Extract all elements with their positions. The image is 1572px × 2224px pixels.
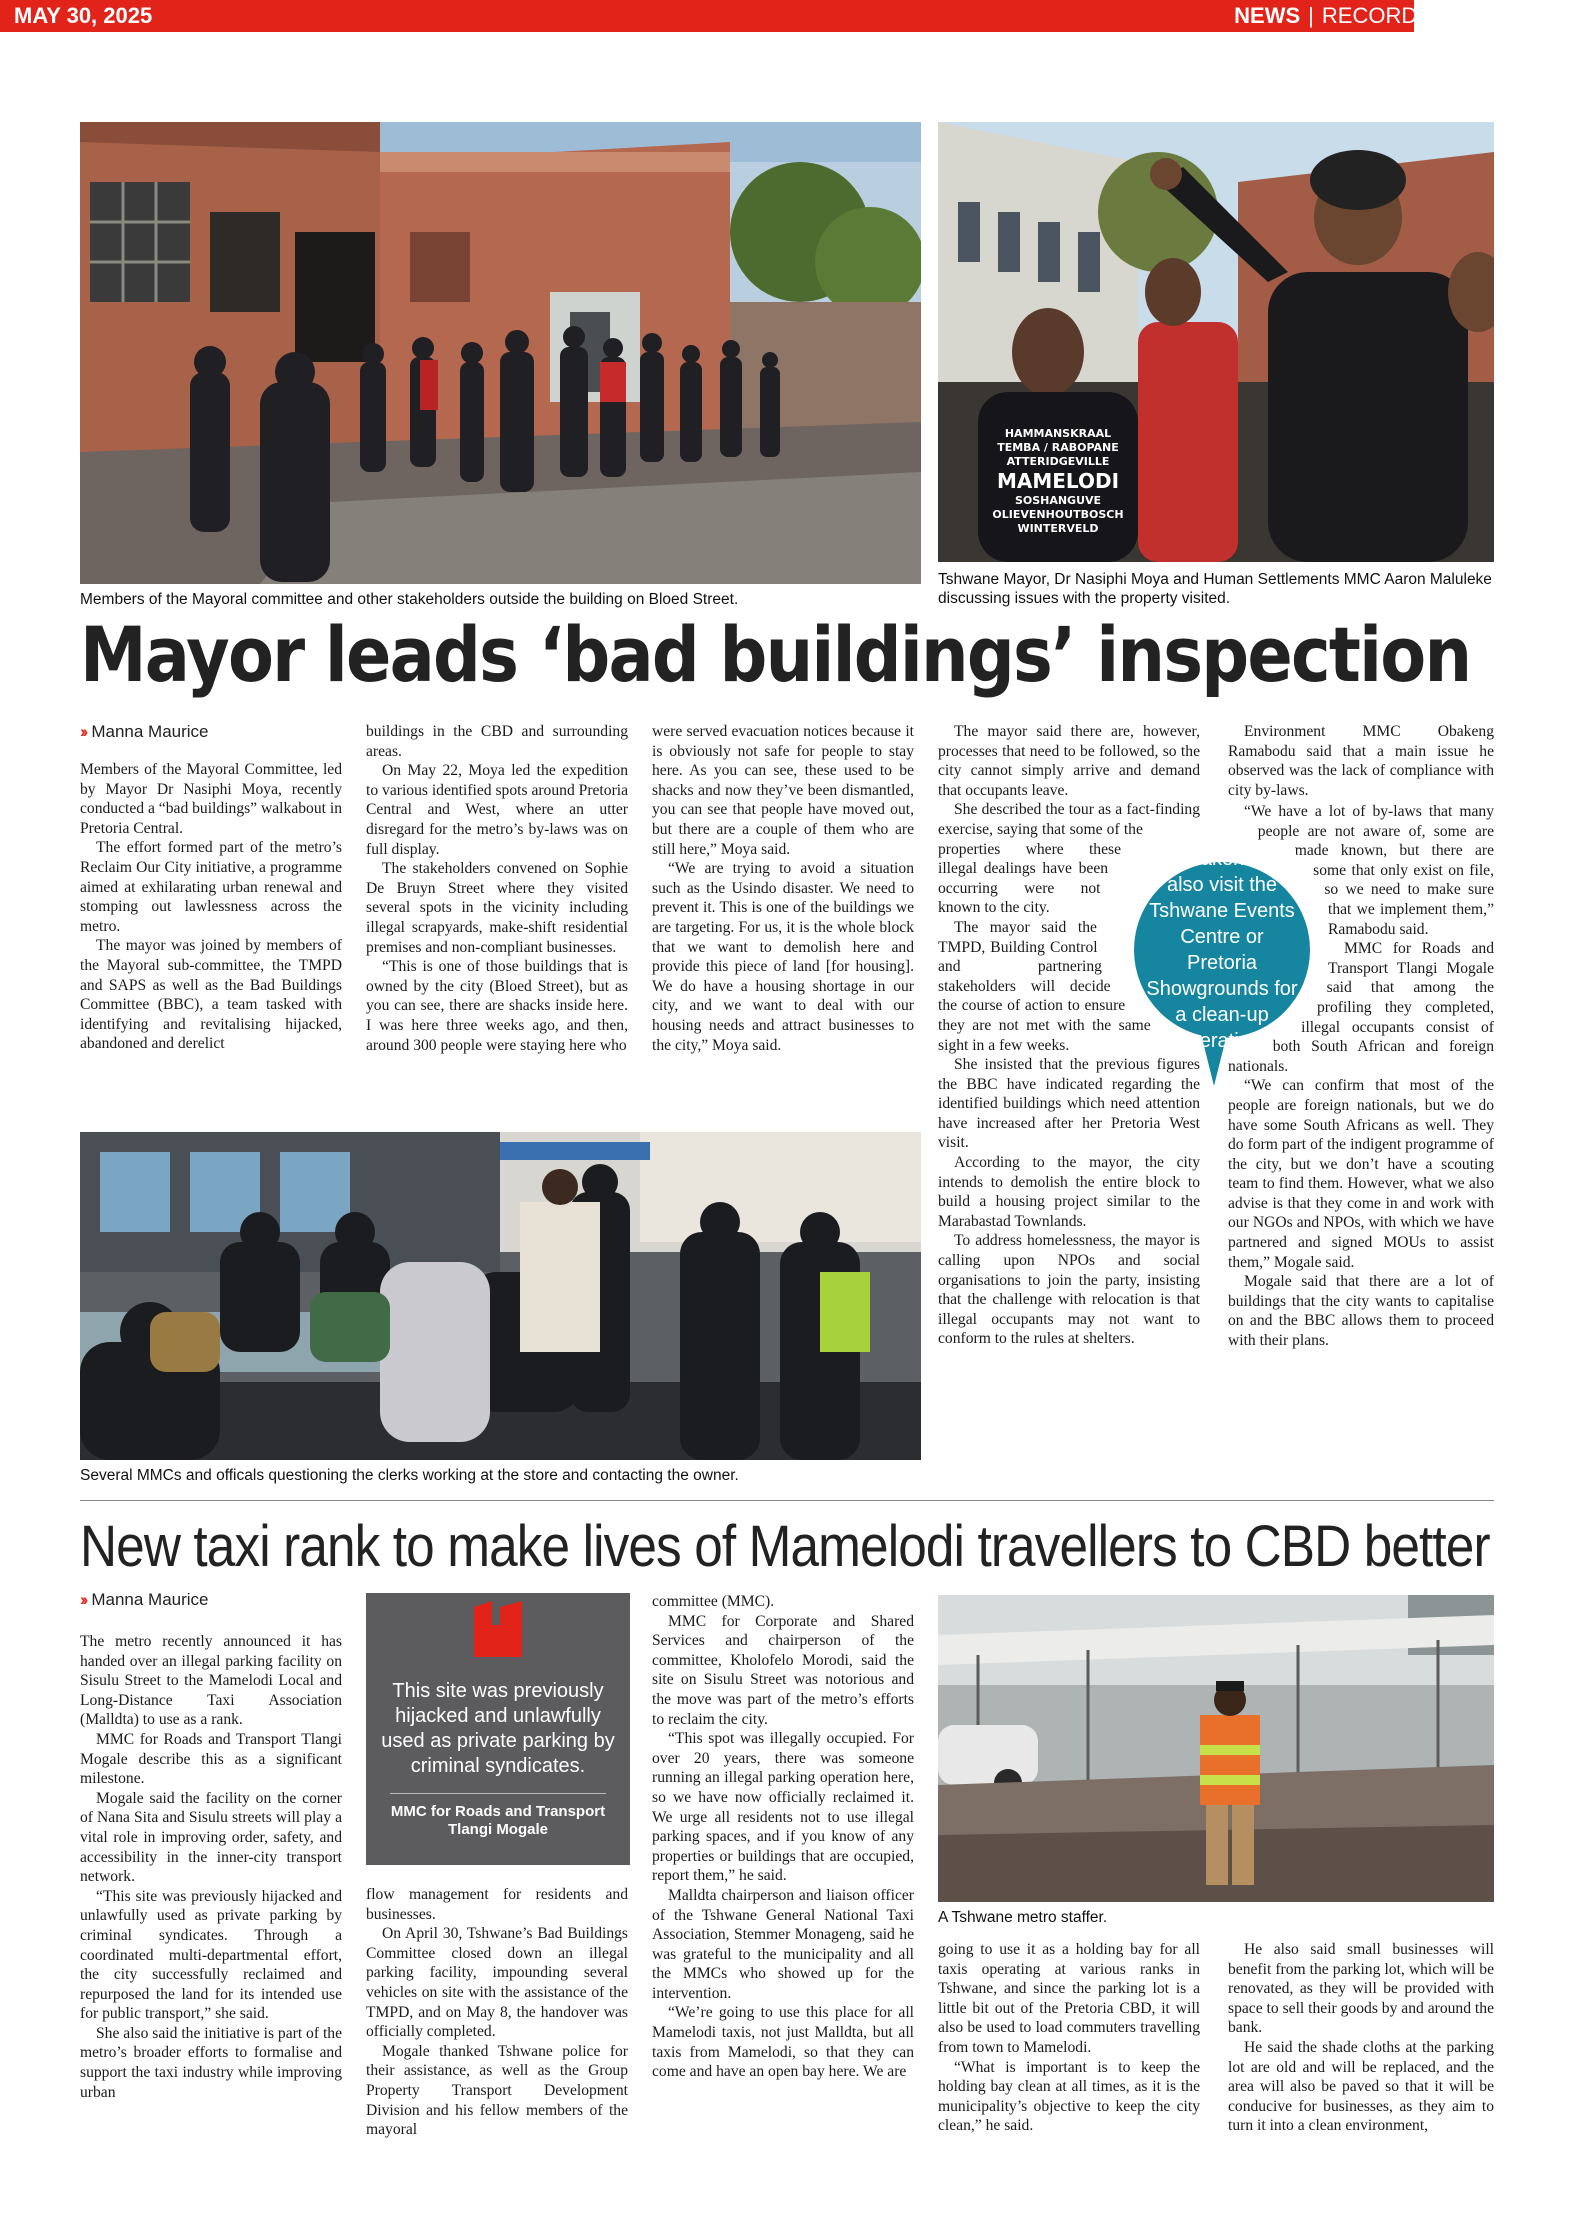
photo4-caption: A Tshwane metro staffer. <box>938 1909 1108 1926</box>
paragraph: Mogale thanked Tshwane police for their assistance, as well as the Group Property Transport Development Division and his fellow members of the mayoral <box>366 2042 628 2139</box>
story1-column-3 <box>652 722 914 1055</box>
publication-name: RECORD CENTRAL <box>1321 3 1527 28</box>
pull-quote-attribution: MMC for Roads and Transport Tlangi Mogale <box>390 1803 606 1838</box>
paragraph: The stakeholders convened on Sophie De Bruyn Street where they visited several spots in the vicinity including illegal scrapyards, make-shift residential premises and non-compliant businesses. <box>366 860 628 956</box>
callout-text: The stakeholders also visit the Tshwane Events Centre or Pretoria Showgrounds for a clean-up operation. <box>1145 848 1299 1052</box>
callout-bubble <box>1134 848 1310 1052</box>
hoodie-text: WINTERVELD <box>1017 522 1099 535</box>
section-label-group <box>1234 0 1560 32</box>
story2-column-1 <box>80 1632 342 2102</box>
hoodie-text: SOSHANGUVE <box>1014 494 1102 507</box>
paragraph: Members of the Mayoral Committee, led by Mayor Dr Nasiphi Moya, recently conducted a “bad buildings” walkabout in Pretoria Central. <box>80 761 342 837</box>
separator: | <box>1534 3 1540 28</box>
byline-author: Manna Maurice <box>91 722 209 741</box>
paragraph: MMC for Roads and Transport Tlangi Mogale said that among the profiling they completed, illegal occupants consist of both South African and foreign nationals. <box>1228 940 1494 1075</box>
photo-mayor-and-mmc <box>938 122 1494 562</box>
hoodie-text: ATTERIDGEVILLE <box>1006 455 1110 468</box>
paragraph: MMC for Roads and Transport Tlangi Mogale describe this as a significant milestone. <box>80 1730 342 1788</box>
paragraph: The mayor said there are, however, processes that need to be followed, so the city cannot simply arrive and demand that occupants leave. <box>938 723 1200 799</box>
byline <box>80 722 209 742</box>
paragraph: “This site was previously hijacked and unlawfully used as private parking by criminal syndicates. Through a coordinated multi-departmental effort, the city successfully reclaimed and repurposed the land for its intended use for public transport,” she said. <box>80 1887 342 2023</box>
separator: | <box>1308 3 1314 28</box>
pull-quote-box <box>366 1593 630 1865</box>
paragraph: To address homelessness, the mayor is calling upon NPOs and social organisations to join the party, insisting that the challenge with relocation is that illegal occupants may not want to conform to the rules at shelters. <box>938 1232 1200 1348</box>
paragraph: According to the mayor, the city intends to demolish the entire block to build a housing project similar to the Marabastad Townlands. <box>938 1154 1200 1230</box>
paragraph: “This spot was illegally occupied. For over 20 years, there was someone running an illegal parking operation here, so we have now officially reclaimed it. We urge all residents not to use illegal parking spaces, and if you know of any properties or buildings that are occupied, report them,” he said. <box>652 1730 914 1885</box>
paragraph: The metro recently announced it has handed over an illegal parking facility on Sisulu Street to the Mamelodi Local and Long-Distance Taxi Association (Malldta) to use as a rank. <box>80 1633 342 1729</box>
chevron-icon: ›› <box>80 722 86 741</box>
photo-bloed-street-courtyard <box>80 122 921 584</box>
story2-column-3 <box>652 1592 914 2082</box>
paragraph: The mayor said the TMPD, Building Control and partnering stakeholders will decide the course of action to ensure they are not met with the same sight in a few weeks. <box>938 918 1151 1054</box>
quote-mark-icon <box>472 1599 524 1659</box>
paragraph: She also said the initiative is part of the metro’s broader efforts to formalise and support the taxi industry while improving urban <box>80 2024 342 2101</box>
paragraph: Mogale said the facility on the corner of Nana Sita and Sisulu streets will play a vital role in improving order, safety, and accessibility in the inner-city transport network. <box>80 1789 342 1886</box>
paragraph: He said the shade cloths at the parking lot are old and will be replaced, and the area will also be paved so that it will be conducive for businesses, as they aim to turn it into a clean environment, <box>1228 2038 1494 2135</box>
paragraph: On May 22, Moya led the expedition to various identified spots around Pretoria Central and West, where an utter disregard for the metro’s by-laws was on full display. <box>366 762 629 858</box>
photo2-caption: Tshwane Mayor, Dr Nasiphi Moya and Human Settlements MMC Aaron Maluleke discussing issues with the property visited. <box>938 571 1492 607</box>
photo-illustration <box>938 122 1494 562</box>
paragraph: Malldta chairperson and liaison officer of the Tshwane General National Taxi Association, Stemmer Monageng, said he was grateful to the municipality and all the MMCs who showed up for the intervention. <box>652 1886 914 2002</box>
photo-illustration <box>80 122 921 584</box>
paragraph: She described the tour as a fact-finding exercise, saying that some of the properties where these illegal dealings have been occurring were not known to the city. <box>938 801 1200 917</box>
section-name: NEWS <box>1234 3 1301 28</box>
headline-taxi-rank: New taxi rank to make lives of Mamelodi travellers to CBD better <box>80 1514 1490 1579</box>
photo-metro-staffer <box>938 1595 1494 1902</box>
paragraph: “We can confirm that most of the people are foreign nationals, but we do have some South Africans as well. They do form part of the indigent programme of the city, but we don’t have a scouting team to find them. However, what we also advise is that they come in and work with our NGOs and NPOs, with which we have partnered and signed MOUs to assist them,” Mogale said. <box>1228 1077 1494 1271</box>
pull-quote-text: This site was previously hijacked and unlawfully used as private parking by criminal syndicates. <box>381 1680 615 1777</box>
photo-illustration <box>938 1595 1494 1902</box>
paragraph: “We have a lot of by-laws that many people are not aware of, some are made known, but there are some that only exist on file, so we need to make sure that we implement them,” Ramabodu said. <box>1244 803 1494 938</box>
paragraph: The effort formed part of the metro’s Reclaim Our City initiative, a programme aimed at exhilarating urban renewal and stomping out lawlessness across the metro. <box>80 839 342 935</box>
pull-quote-divider <box>390 1793 606 1794</box>
page-header-bar <box>0 0 1560 32</box>
photo3-caption: Several MMCs and officals questioning the clerks working at the store and contacting the owner. <box>80 1467 739 1484</box>
issue-date: MAY 30, 2025 <box>14 3 153 28</box>
photo-store-clerks <box>80 1132 921 1460</box>
paragraph: flow management for residents and businesses. <box>366 1886 628 1923</box>
story1-column-1 <box>80 760 342 1054</box>
paragraph: “What is important is to keep the holding bay clean at all times, as it is the municipality’s objective to keep the city clean,” he said. <box>938 2058 1200 2135</box>
paragraph: “We’re going to use this place for all Mamelodi taxis, not just Malldta, but all taxis from Mamelodi, so that they can come and have an open bay here. We are <box>652 2004 914 2081</box>
section-divider <box>80 1500 1494 1501</box>
paragraph: “We are trying to avoid a situation such as the Usindo disaster. We need to prevent it. This is one of the buildings we are targeting. For us, it is the whole block that we want to demolish here and provide this piece of land [for housing]. We do have a housing shortage in our city, and we want to deal with our housing needs and attract businesses to the city,” Moya said. <box>652 860 914 1054</box>
byline-author: Manna Maurice <box>91 1590 209 1609</box>
photo1-caption: Members of the Mayoral committee and other stakeholders outside the building on Bloed Street. <box>80 591 739 608</box>
story1-column-2 <box>366 722 628 1055</box>
story2-column-4 <box>938 1940 1200 2136</box>
story2-column-2 <box>366 1885 628 2140</box>
paragraph: Mogale said that there are a lot of buildings that the city wants to capitalise on and the BBC allows them to proceed with their plans. <box>1228 1273 1494 1350</box>
page-number: 5 <box>1547 3 1560 28</box>
paragraph: committee (MMC). <box>652 1593 775 1610</box>
paragraph: She insisted that the previous figures the BBC have indicated regarding the identified buildings which need attention have increased after her Pretoria West visit. <box>938 1056 1200 1152</box>
hoodie-text: OLIEVENHOUTBOSCH <box>992 508 1124 521</box>
paragraph: buildings in the CBD and surrounding areas. <box>366 723 628 760</box>
paragraph: The mayor was joined by members of the Mayoral sub-committee, the TMPD and SAPS as well as the Bad Buildings Committee (BBC), a team tasked with identifying and revitalising hijacked, abandoned and derelict <box>80 937 342 1053</box>
paragraph: “This is one of those buildings that is owned by the city (Bloed Street), but as you can see, there are shacks inside here. I was here three weeks ago, and then, around 300 people were staying here who <box>366 958 628 1054</box>
photo-illustration <box>80 1132 921 1460</box>
paragraph: MMC for Corporate and Shared Services and chairperson of the committee, Kholofelo Morodi, said the site on Sisulu Street was notorious and the move was part of the metro’s efforts to reclaim the city. <box>652 1612 914 1728</box>
hoodie-text: MAMELODI <box>996 469 1120 493</box>
byline <box>80 1590 209 1610</box>
paragraph: Environment MMC Obakeng Ramabodu said that a main issue he observed was the lack of compliance with city by-laws. <box>1228 723 1494 799</box>
headline-bad-buildings: Mayor leads ‘bad buildings’ inspection <box>80 610 1471 699</box>
hoodie-text: TEMBA / RABOPANE <box>997 441 1119 454</box>
paragraph: On April 30, Tshwane’s Bad Buildings Committee closed down an illegal parking facility, impounding several vehicles on site with the assistance of the TMPD, and on May 8, the handover was officially completed. <box>366 1925 628 2041</box>
hoodie-text: HAMMANSKRAAL <box>1004 427 1112 440</box>
paragraph: He also said small businesses will benefit from the parking lot, which will be renovated, as they will be provided with space to sell their goods by and around the bank. <box>1228 1941 1494 2037</box>
paragraph: were served evacuation notices because it is obviously not safe for people to stay here. As you can see, these used to be shacks and now they’ve been dismantled, you can see that people have moved out, but there are a couple of them who are still here,” Moya said. <box>652 723 914 858</box>
paragraph: going to use it as a holding bay for all taxis operating at various ranks in Tshwane, and since the parking lot is a little bit out of the Pretoria CBD, it will also be used to load commuters travelling from town to Mamelodi. <box>938 1941 1200 2056</box>
story2-column-5 <box>1228 1940 1494 2136</box>
story1-column-5-lead <box>1228 722 1494 800</box>
chevron-icon: ›› <box>80 1590 86 1609</box>
